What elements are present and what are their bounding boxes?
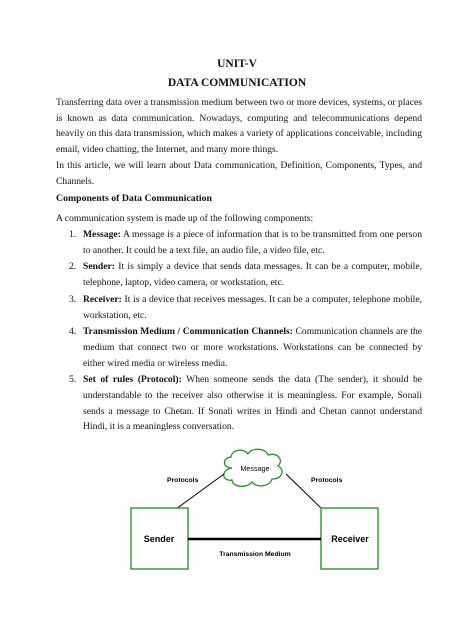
sender-label: Sender	[143, 534, 175, 544]
list-number: 4.	[69, 326, 77, 338]
list-text: When someone sends the data (The sender), it should be understandable to the receiver also otherwise it is meaningless. For example, Sonali sends a message to Chetan. If Sonali writes in Hindi and Chetan cannot understand Hindi, it is a meaningless conversation.	[83, 374, 423, 433]
list-number: 2.	[69, 261, 77, 273]
protocols-label-right: Protocols	[311, 477, 343, 484]
intro-paragraph: Transferring data over a transmission medium between two or more devices, systems, or places is known as data communication. Nowadays, computing and telecommunications depend heavily on this data transmission, which makes a variety of applications conceivable, including email, video chatting, the Internet, and many more things.	[56, 97, 422, 156]
list-term: Message:	[83, 229, 121, 240]
article-scope-paragraph: In this article, we will learn about Data communication, Definition, Components, Types, and Channels.	[56, 160, 422, 187]
section-heading-components: Components of Data Communication	[56, 193, 212, 204]
message-label: Message	[240, 464, 270, 473]
list-text: It is a device that receives messages. It can be a computer, telephone mobile, workstation, etc.	[83, 293, 422, 321]
page-title: DATA COMMUNICATION	[167, 77, 307, 89]
list-term: Transmission Medium / Communication Channels:	[83, 326, 293, 338]
list-number: 5.	[69, 374, 77, 386]
list-number: 1.	[69, 229, 77, 240]
list-term: Receiver:	[83, 293, 122, 305]
list-term: Sender:	[83, 261, 115, 273]
list-text: A message is a piece of information that is to be transmitted from one person to another. It could be a text file, an audio file, a video file, etc.	[83, 229, 422, 256]
receiver-label: Receiver	[331, 534, 369, 544]
components-lead: A communication system is made up of the following components:	[56, 213, 314, 224]
protocols-label-left: Protocols	[167, 477, 199, 484]
list-text: It is simply a device that sends data messages. It can be a computer, mobile, telephone, laptop, video camera, or workstation, etc.	[83, 261, 422, 289]
list-number: 3.	[69, 293, 77, 305]
list-term: Set of rules (Protocol):	[83, 374, 182, 386]
unit-heading: UNIT-V	[217, 58, 257, 70]
transmission-medium-label: Transmission Medium	[219, 551, 291, 558]
list-text: Communication channels are the medium that connect two or more workstations. Workstations can be connected by either wired media or wireless media.	[83, 326, 422, 369]
